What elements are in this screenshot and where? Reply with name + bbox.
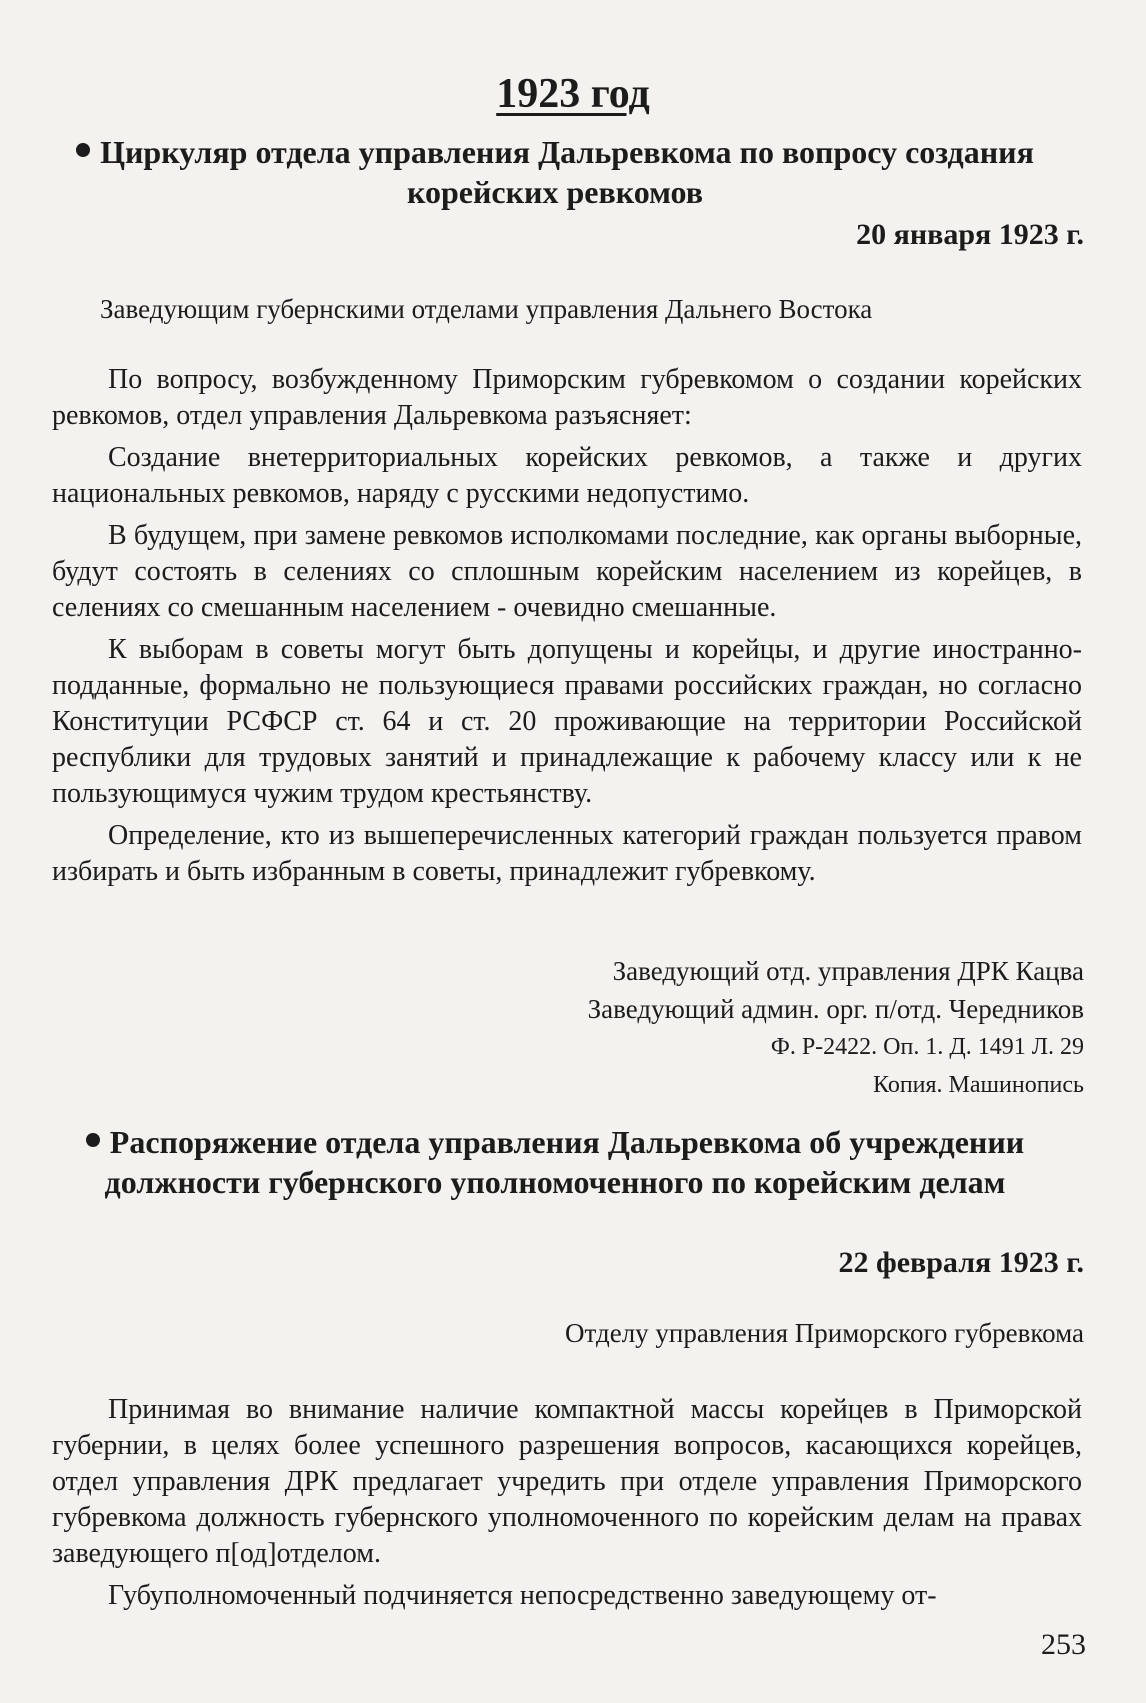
bullet-icon: [76, 143, 90, 157]
doc1-archive-ref: Ф. Р-2422. Оп. 1. Д. 1491 Л. 29: [770, 1034, 1084, 1060]
doc1-paragraph: Создание внетерриториальных корейских ревкомов, а также и других национальных ревкомов, наряду с русскими недопустимо.: [52, 442, 1082, 509]
doc1-title-line1: Циркуляр отдела управления Дальревкома по вопросу создания: [100, 134, 1034, 170]
page-number: 253: [1041, 1628, 1086, 1661]
doc2-body: [52, 1392, 1082, 1620]
doc1-signatures: [588, 952, 1084, 1104]
doc2-paragraph: Губуполномоченный подчиняется непосредственно заведующему от-: [108, 1580, 937, 1611]
doc2-addressee: Отделу управления Приморского губревкома: [565, 1318, 1084, 1348]
doc2-paragraph: Принимая во внимание наличие компактной массы корейцев в Приморской губернии, в целях более успешного разрешения вопросов, касающихся корейцев, отдел управления ДРК предлагает учредить при отделе управления Приморского губревкома должность губернского уполномоченного по корейским делам на правах заведующего п[од]отделом.: [52, 1394, 1082, 1569]
doc1-title-line2: корейских ревкомов: [406, 174, 704, 210]
doc2-date: 22 февраля 1923 г.: [838, 1246, 1084, 1279]
year-heading: 1923 год: [496, 71, 650, 117]
bullet-icon: [86, 1133, 100, 1147]
doc1-copy-note: Копия. Машинопись: [873, 1072, 1084, 1098]
doc1-signature-2: Заведующий админ. орг. п/отд. Чередников: [587, 994, 1084, 1024]
doc1-paragraph: В будущем, при замене ревкомов исполкомами последние, как органы выборные, будут состоять в селениях со сплошным корейским населением из корейцев, в селениях со смешанным населением - очевидно смешанные.: [52, 520, 1082, 623]
doc2-title-line1: Распоряжение отдела управления Дальревкома об учреждении: [109, 1124, 1025, 1160]
doc1-paragraph: К выборам в советы могут быть допущены и корейцы, и другие иностранно-подданные, формально не пользующиеся правами российских граждан, но согласно Конституции РСФСР ст. 64 и ст. 20 проживающие на территории Российской республики для трудовых занятий и принадлежащие к рабочему классу или к не пользующимуся чужим трудом крестьянству.: [52, 634, 1082, 809]
doc1-paragraph: По вопросу, возбужденному Приморским губревкомом о создании корейских ревкомов, отдел управления Дальревкома разъясняет:: [52, 364, 1082, 431]
doc2-title-line2: должности губернского уполномоченного по корейским делам: [104, 1164, 1006, 1200]
doc1-signature-1: Заведующий отд. управления ДРК Кацва: [612, 956, 1084, 986]
doc1-paragraph: Определение, кто из вышеперечисленных категорий граждан пользуется правом избирать и быть избранным в советы, принадлежит губревкому.: [52, 820, 1082, 887]
doc2-title: [40, 1122, 1070, 1202]
doc1-addressee: Заведующим губернскими отделами управления Дальнего Востока: [100, 294, 873, 324]
doc1-date: 20 января 1923 г.: [856, 218, 1084, 251]
doc1-body: [52, 362, 1082, 896]
doc1-title: [40, 132, 1070, 212]
